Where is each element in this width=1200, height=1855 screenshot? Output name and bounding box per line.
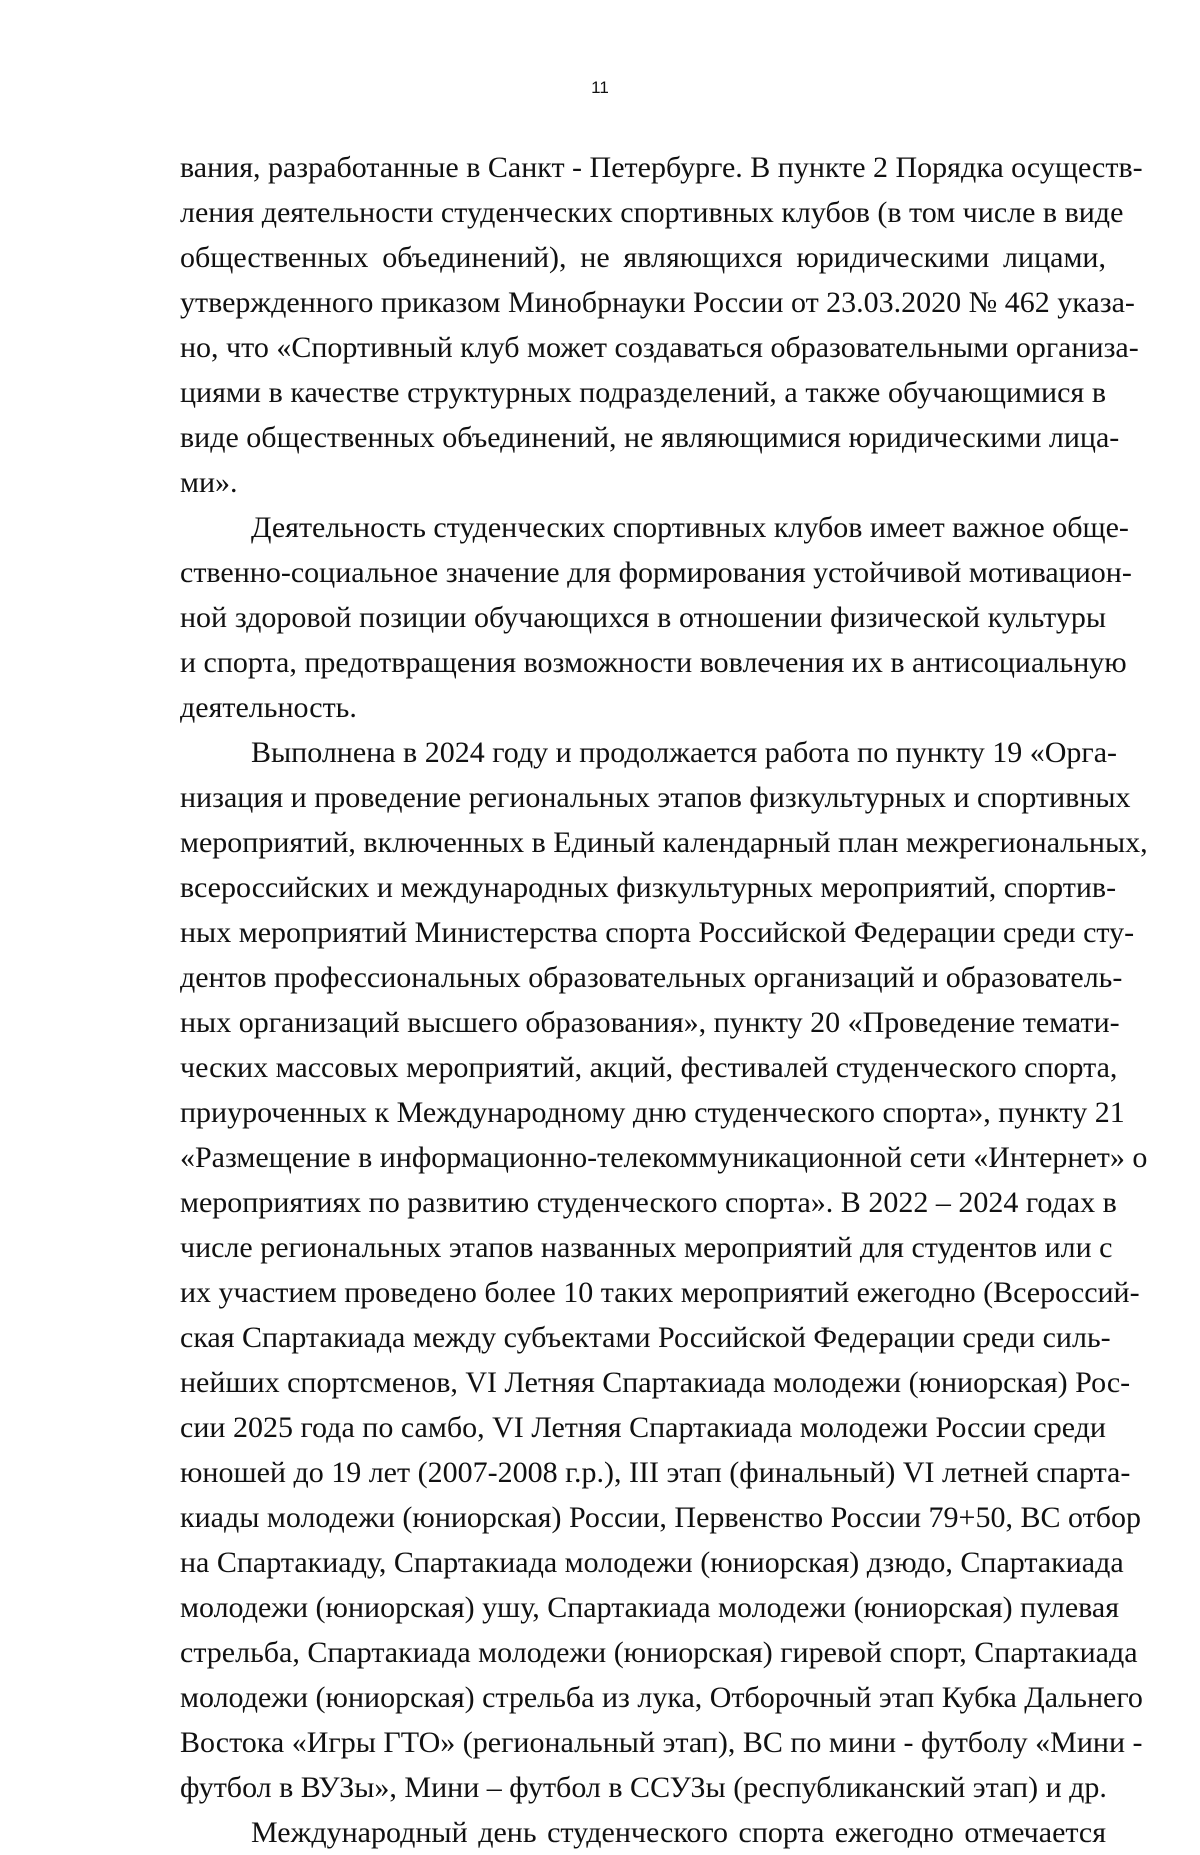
paragraph: [180, 145, 1143, 505]
paragraph: [180, 730, 1148, 1810]
text-line: числе региональных этапов названных мероприятий для студентов или с: [180, 1231, 1113, 1264]
text-line: стрельба, Спартакиада молодежи (юниорская) гиревой спорт, Спартакиада: [180, 1636, 1138, 1669]
text-line: ных организаций высшего образования», пункту 20 «Проведение темати-: [180, 1006, 1120, 1039]
text-line: юношей до 19 лет (2007-2008 г.р.), III этап (финальный) VI летней спарта-: [180, 1456, 1131, 1489]
text-line: футбол в ВУЗы», Мини – футбол в ССУЗы (республиканский этап) и др.: [180, 1771, 1107, 1804]
text-line: ческих массовых мероприятий, акций, фестивалей студенческого спорта,: [180, 1051, 1118, 1084]
text-line: их участием проведено более 10 таких мероприятий ежегодно (Всероссий-: [180, 1276, 1140, 1309]
text-line: виде общественных объединений, не являющимися юридическими лица-: [180, 421, 1120, 454]
text-line: «Размещение в информационно-телекоммуникационной сети «Интернет» о: [180, 1141, 1148, 1174]
text-line: сии 2025 года по самбо, VI Летняя Спартакиада молодежи России среди: [180, 1411, 1106, 1444]
text-line: нейших спортсменов, VI Летняя Спартакиада молодежи (юниорская) Рос-: [180, 1366, 1131, 1399]
text-line: деятельность.: [180, 691, 357, 724]
text-line: Международный день студенческого спорта ежегодно отмечается: [251, 1816, 1106, 1849]
text-line: утвержденного приказом Минобрнауки России от 23.03.2020 № 462 указа-: [180, 286, 1135, 319]
text-line: Выполнена в 2024 году и продолжается работа по пункту 19 «Орга-: [251, 736, 1118, 769]
page-number: 11: [591, 78, 609, 97]
text-line: мероприятиях по развитию студенческого спорта». В 2022 – 2024 годах в: [180, 1186, 1117, 1219]
text-line: молодежи (юниорская) стрельба из лука, Отборочный этап Кубка Дальнего: [180, 1681, 1143, 1714]
text-line: общественных объединений), не являющихся юридическими лицами,: [180, 241, 1106, 274]
text-line: вания, разработанные в Санкт - Петербурге. В пункте 2 Порядка осуществ-: [180, 151, 1143, 184]
text-line: ной здоровой позиции обучающихся в отношении физической культуры: [180, 601, 1106, 634]
text-line: ми».: [180, 466, 238, 499]
text-line: циями в качестве структурных подразделений, а также обучающимися в: [180, 376, 1106, 409]
text-line: ных мероприятий Министерства спорта Российской Федерации среди сту-: [180, 916, 1135, 949]
paragraph: [180, 505, 1132, 730]
document-body: [180, 145, 1148, 1855]
text-line: Востока «Игры ГТО» (региональный этап), ВС по мини - футболу «Мини -: [180, 1726, 1143, 1759]
text-line: молодежи (юниорская) ушу, Спартакиада молодежи (юниорская) пулевая: [180, 1591, 1120, 1624]
text-line: Деятельность студенческих спортивных клубов имеет важное обще-: [251, 511, 1129, 544]
text-line: ская Спартакиада между субъектами Российской Федерации среди силь-: [180, 1321, 1111, 1354]
paragraph: [180, 1810, 1106, 1855]
text-line: и спорта, предотвращения возможности вовлечения их в антисоциальную: [180, 646, 1127, 679]
text-line: дентов профессиональных образовательных организаций и образователь-: [180, 961, 1123, 994]
text-line: на Спартакиаду, Спартакиада молодежи (юниорская) дзюдо, Спартакиада: [180, 1546, 1124, 1579]
text-line: но, что «Спортивный клуб может создаваться образовательными организа-: [180, 331, 1139, 364]
text-line: ления деятельности студенческих спортивных клубов (в том числе в виде: [180, 196, 1124, 229]
text-line: низация и проведение региональных этапов физкультурных и спортивных: [180, 781, 1131, 814]
text-line: киады молодежи (юниорская) России, Первенство России 79+50, ВС отбор: [180, 1501, 1141, 1534]
text-line: приуроченных к Международному дню студенческого спорта», пункту 21: [180, 1096, 1125, 1129]
text-line: мероприятий, включенных в Единый календарный план межрегиональных,: [180, 826, 1148, 859]
text-line: ственно-социальное значение для формирования устойчивой мотивацион-: [180, 556, 1132, 589]
text-line: всероссийских и международных физкультурных мероприятий, спортив-: [180, 871, 1117, 904]
